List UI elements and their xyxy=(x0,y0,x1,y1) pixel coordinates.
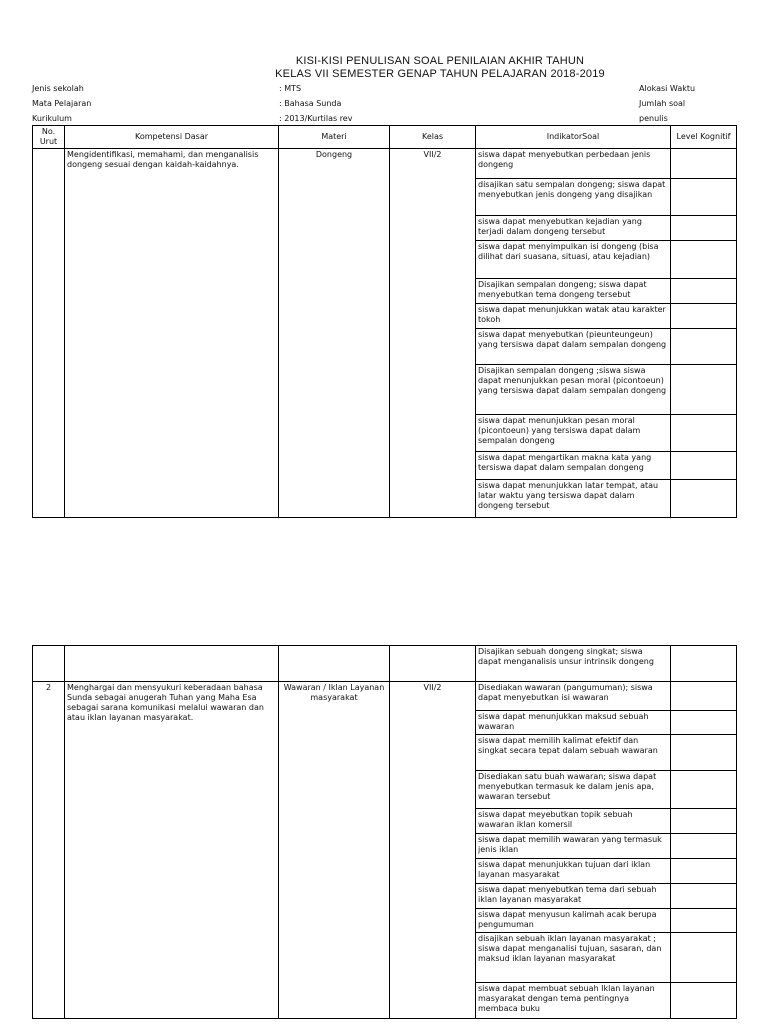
header-kelas: Kelas xyxy=(390,126,476,149)
table-row xyxy=(33,149,737,179)
meta-mapel-label: Mata Pelajaran xyxy=(32,99,92,108)
indikator-soal: siswa dapat menunjukkan pesan moral (picontoeun) yang tersiswa dapat dalam sempalan dongeng xyxy=(476,415,671,452)
kelas xyxy=(390,646,476,682)
kelas: VII/2 xyxy=(390,682,476,1019)
indikator-soal: siswa dapat meyebutkan topik sebuah wawaran iklan komersil xyxy=(476,809,671,834)
level-kognitif xyxy=(671,241,737,279)
row-no: 2 xyxy=(33,682,65,1019)
meta-alokasi-label: Alokasi Waktu xyxy=(639,84,696,93)
indikator-soal: disajikan sebuah iklan layanan masyarakat ; siswa dapat menganalisi tujuan, sasaran, dan maksud iklan layanan masyarakat xyxy=(476,933,671,983)
indikator-soal: siswa dapat membuat sebuah Iklan layanan masyarakat dengan tema pentingnya membaca buku xyxy=(476,983,671,1019)
meta-kurikulum-label: Kurikulum xyxy=(32,114,72,123)
level-kognitif xyxy=(671,834,737,859)
level-kognitif xyxy=(671,415,737,452)
indikator-soal: Disajikan sempalan dongeng ;siswa siswa dapat menunjukkan pesan moral (picontoeun) yang tersiswa dapat dalam sempalan dongeng xyxy=(476,365,671,415)
level-kognitif xyxy=(671,711,737,735)
level-kognitif xyxy=(671,884,737,909)
indikator-soal: siswa dapat menyebutkan perbedaan jenis dongeng xyxy=(476,149,671,179)
level-kognitif xyxy=(671,365,737,415)
materi xyxy=(279,646,390,682)
indikator-soal: Disediakan wawaran (pangumuman); siswa dapat menyebutkan isi wawaran xyxy=(476,682,671,711)
header-kompetensi: Kompetensi Dasar xyxy=(65,126,279,149)
level-kognitif xyxy=(671,216,737,241)
meta-jenis-label: Jenis sekolah xyxy=(32,84,84,93)
indikator-soal: siswa dapat menyimpulkan isi dongeng (bisa dilihat dari suasana, situasi, atau kejadian) xyxy=(476,241,671,279)
kompetensi-dasar: Menghargai dan mensyukuri keberadaan bahasa Sunda sebagai anugerah Tuhan yang Maha Esa sebagai sarana komunikasi melalui wawaran dan atau iklan layanan masyarakat. xyxy=(65,682,279,1019)
indikator-soal: Disediakan satu buah wawaran; siswa dapat menyebutkan termasuk ke dalam jenis apa, wawaran tersebut xyxy=(476,771,671,809)
indikator-soal: siswa dapat menunjukkan tujuan dari iklan layanan masyarakat xyxy=(476,859,671,884)
indikator-soal: siswa dapat menunjukkan watak atau karakter tokoh xyxy=(476,304,671,329)
level-kognitif xyxy=(671,771,737,809)
meta-jumlah-label: Jumlah soal xyxy=(639,99,686,108)
materi: Wawaran / Iklan Layanan masyarakat xyxy=(279,682,390,1019)
level-kognitif xyxy=(671,983,737,1019)
materi: Dongeng xyxy=(279,149,390,518)
indikator-soal: disajikan satu sempalan dongeng; siswa dapat menyebutkan jenis dongeng yang disajikan xyxy=(476,179,671,216)
level-kognitif xyxy=(671,179,737,216)
level-kognitif xyxy=(671,279,737,304)
indikator-soal: siswa dapat menyebutkan kejadian yang terjadi dalam dongeng tersebut xyxy=(476,216,671,241)
table-header-row xyxy=(33,126,737,149)
header-materi: Materi xyxy=(279,126,390,149)
table-row xyxy=(33,682,737,711)
meta-penulis-label: penulis xyxy=(639,114,668,123)
meta-mapel-value: : Bahasa Sunda xyxy=(279,99,342,108)
indikator-soal: Disajikan sebuah dongeng singkat; siswa dapat menganalisis unsur intrinsik dongeng xyxy=(476,646,671,682)
meta-jenis-value: : MTS xyxy=(279,84,302,93)
meta-kurikulum-value: : 2013/Kurtilas rev xyxy=(279,114,353,123)
level-kognitif xyxy=(671,149,737,179)
indikator-soal: siswa dapat menyusun kalimah acak berupa pengumuman xyxy=(476,909,671,933)
level-kognitif xyxy=(671,809,737,834)
kisi-table-2 xyxy=(32,645,737,1019)
level-kognitif xyxy=(671,452,737,480)
header-no: No. Urut xyxy=(33,126,65,149)
indikator-soal: siswa dapat menunjukkan latar tempat, atau latar waktu yang tersiswa dapat dalam dongeng tersebut xyxy=(476,480,671,518)
kompetensi-dasar xyxy=(65,646,279,682)
header-indikator: IndikatorSoal xyxy=(476,126,671,149)
header-level: Level Kognitif xyxy=(671,126,737,149)
indikator-soal: siswa dapat memilih wawaran yang termasuk jenis iklan xyxy=(476,834,671,859)
level-kognitif xyxy=(671,859,737,884)
kelas: VII/2 xyxy=(390,149,476,518)
level-kognitif xyxy=(671,735,737,771)
table-row xyxy=(33,646,737,682)
indikator-soal: siswa dapat menyebutkan (pieunteungeun) yang tersiswa dapat dalam sempalan dongeng xyxy=(476,329,671,365)
level-kognitif xyxy=(671,304,737,329)
document-title-line2: KELAS VII SEMESTER GENAP TAHUN PELAJARAN 2018-2019 xyxy=(275,68,605,80)
kompetensi-dasar: Mengidentifikasi, memahami, dan menganalisis dongeng sesuai dengan kaidah-kaidahnya. xyxy=(65,149,279,518)
level-kognitif xyxy=(671,646,737,682)
indikator-soal: siswa dapat mengartikan makna kata yang tersiswa dapat dalam sempalan dongeng xyxy=(476,452,671,480)
level-kognitif xyxy=(671,480,737,518)
level-kognitif xyxy=(671,682,737,711)
indikator-soal: siswa dapat menunjukkan maksud sebuah wawaran xyxy=(476,711,671,735)
kisi-table-1 xyxy=(32,125,737,518)
indikator-soal: siswa dapat menyebutkan tema dari sebuah iklan layanan masyarakat xyxy=(476,884,671,909)
indikator-soal: Disajikan sempalan dongeng; siswa dapat menyebutkan tema dongeng tersebut xyxy=(476,279,671,304)
level-kognitif xyxy=(671,909,737,933)
level-kognitif xyxy=(671,933,737,983)
row-no xyxy=(33,149,65,518)
level-kognitif xyxy=(671,329,737,365)
row-no xyxy=(33,646,65,682)
document-title-line1: KISI-KISI PENULISAN SOAL PENILAIAN AKHIR TAHUN xyxy=(295,55,585,67)
indikator-soal: siswa dapat memilih kalimat efektif dan singkat secara tepat dalam sebuah wawaran xyxy=(476,735,671,771)
